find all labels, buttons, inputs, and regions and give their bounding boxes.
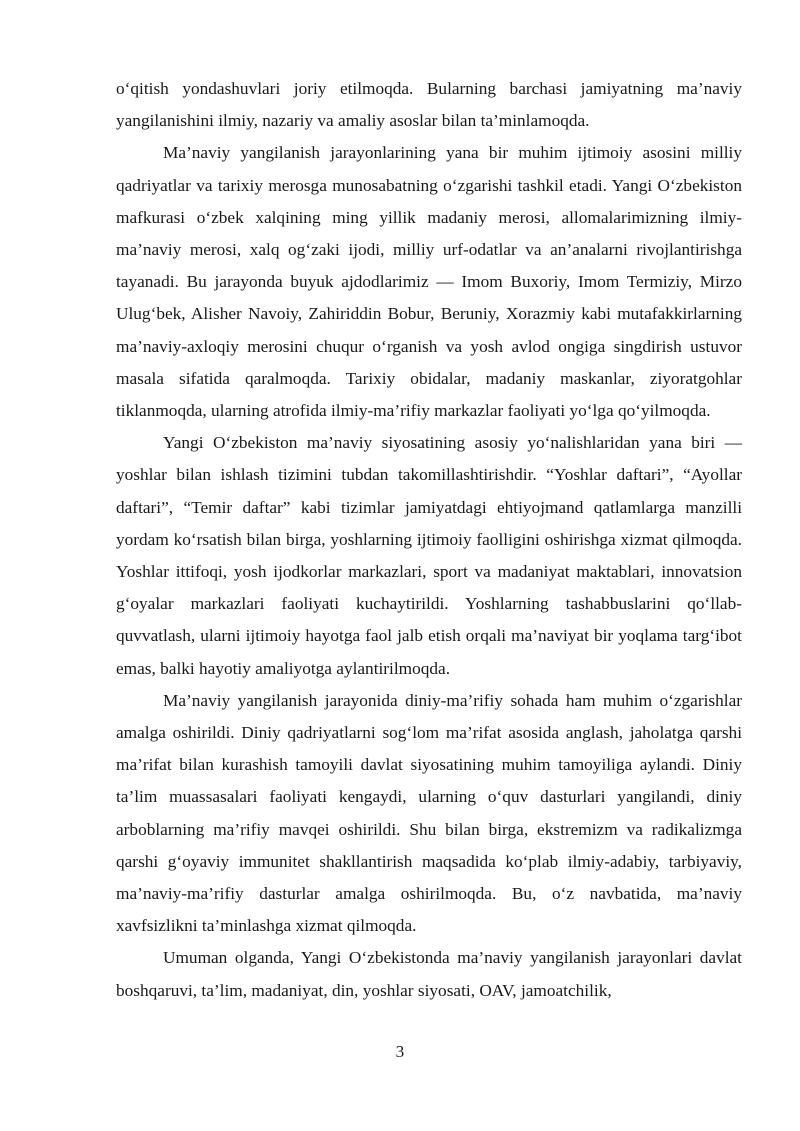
page-number: 3 [395,1042,405,1061]
body-text [116,73,742,1007]
paragraph-conclusion: Umuman olganda, Yangi O‘zbekistonda ma’naviy yangilanish jarayonlari davlat boshqaruvi, ta’lim, madaniyat, din, yoshlar siyosati, OAV, jamoatchilik, [116,948,742,1000]
paragraph-national-values: Ma’naviy yangilanish jarayonlarining yana bir muhim ijtimoiy asosini milliy qadriyatlar va tarixiy merosga munosabatning o‘zgarishi tashkil etadi. Yangi O‘zbekiston mafkurasi o‘zbek xalqining ming yillik madaniy merosi, allomalarimizning ilmiy-ma’naviy merosi, xalq og‘zaki ijodi, milliy urf-odatlar va an’analarni rivojlantirishga tayanadi. Bu jarayonda buyuk ajdodlarimiz — Imom Buxoriy, Imom Termiziy, Mirzo Ulug‘bek, Alisher Navoiy, Zahiriddin Bobur, Beruniy, Xorazmiy kabi mutafakkirlarning ma’naviy-axloqiy merosini chuqur o‘rganish va yosh avlod ongiga singdirish ustuvor masala sifatida qaralmoqda. Tarixiy obidalar, madaniy maskanlar, ziyoratgohlar tiklanmoqda, ularning atrofida ilmiy-ma’rifiy markazlar faoliyati yo‘lga qo‘yilmoqda. [116,143,742,421]
paragraph-religious-education: Ma’naviy yangilanish jarayonida diniy-ma’rifiy sohada ham muhim o‘zgarishlar amalga oshirildi. Diniy qadriyatlarni sog‘lom ma’rifat asosida anglash, jaholatga qarshi ma’rifat bilan kurashish tamoyili davlat siyosatining muhim tamoyiliga aylandi. Diniy ta’lim muassasalari faoliyati kengaydi, ularning o‘quv dasturlari yangilandi, diniy arboblarning ma’rifiy mavqei oshirildi. Shu bilan birga, ekstremizm va radikalizmga qarshi g‘oyaviy immunitet shakllantirish maqsadida ko‘plab ilmiy-adabiy, tarbiyaviy, ma’naviy-ma’rifiy dasturlar amalga oshirilmoqda. Bu, o‘z navbatida, ma’naviy xavfsizlikni ta’minlashga xizmat qilmoqda. [116,690,742,936]
paragraph-youth-policy: Yangi O‘zbekiston ma’naviy siyosatining asosiy yo‘nalishlaridan yana biri — yoshlar bilan ishlash tizimini tubdan takomillashtirishdir. “Yoshlar daftari”, “Ayollar daftari”, “Temir daftar” kabi tizimlar jamiyatdagi ehtiyojmand qatlamlarga manzilli yordam ko‘rsatish bilan birga, yoshlarning ijtimoiy faolligini oshirishga xizmat qilmoqda. Yoshlar ittifoqi, yosh ijodkorlar markazlari, sport va madaniyat maktablari, innovatsion g‘oyalar markazlari faoliyati kuchaytirildi. Yoshlarning tashabbuslarini qo‘llab-quvvatlash, ularni ijtimoiy hayotga faol jalb etish orqali ma’naviyat bir yoqlama targ‘ibot emas, balki hayotiy amaliyotga aylantirilmoqda. [116,433,742,678]
paragraph-continuation: o‘qitish yondashuvlari joriy etilmoqda. Bularning barchasi jamiyatning ma’naviy yangilanishini ilmiy, nazariy va amaliy asoslar bilan ta’minlamoqda. [116,79,742,131]
